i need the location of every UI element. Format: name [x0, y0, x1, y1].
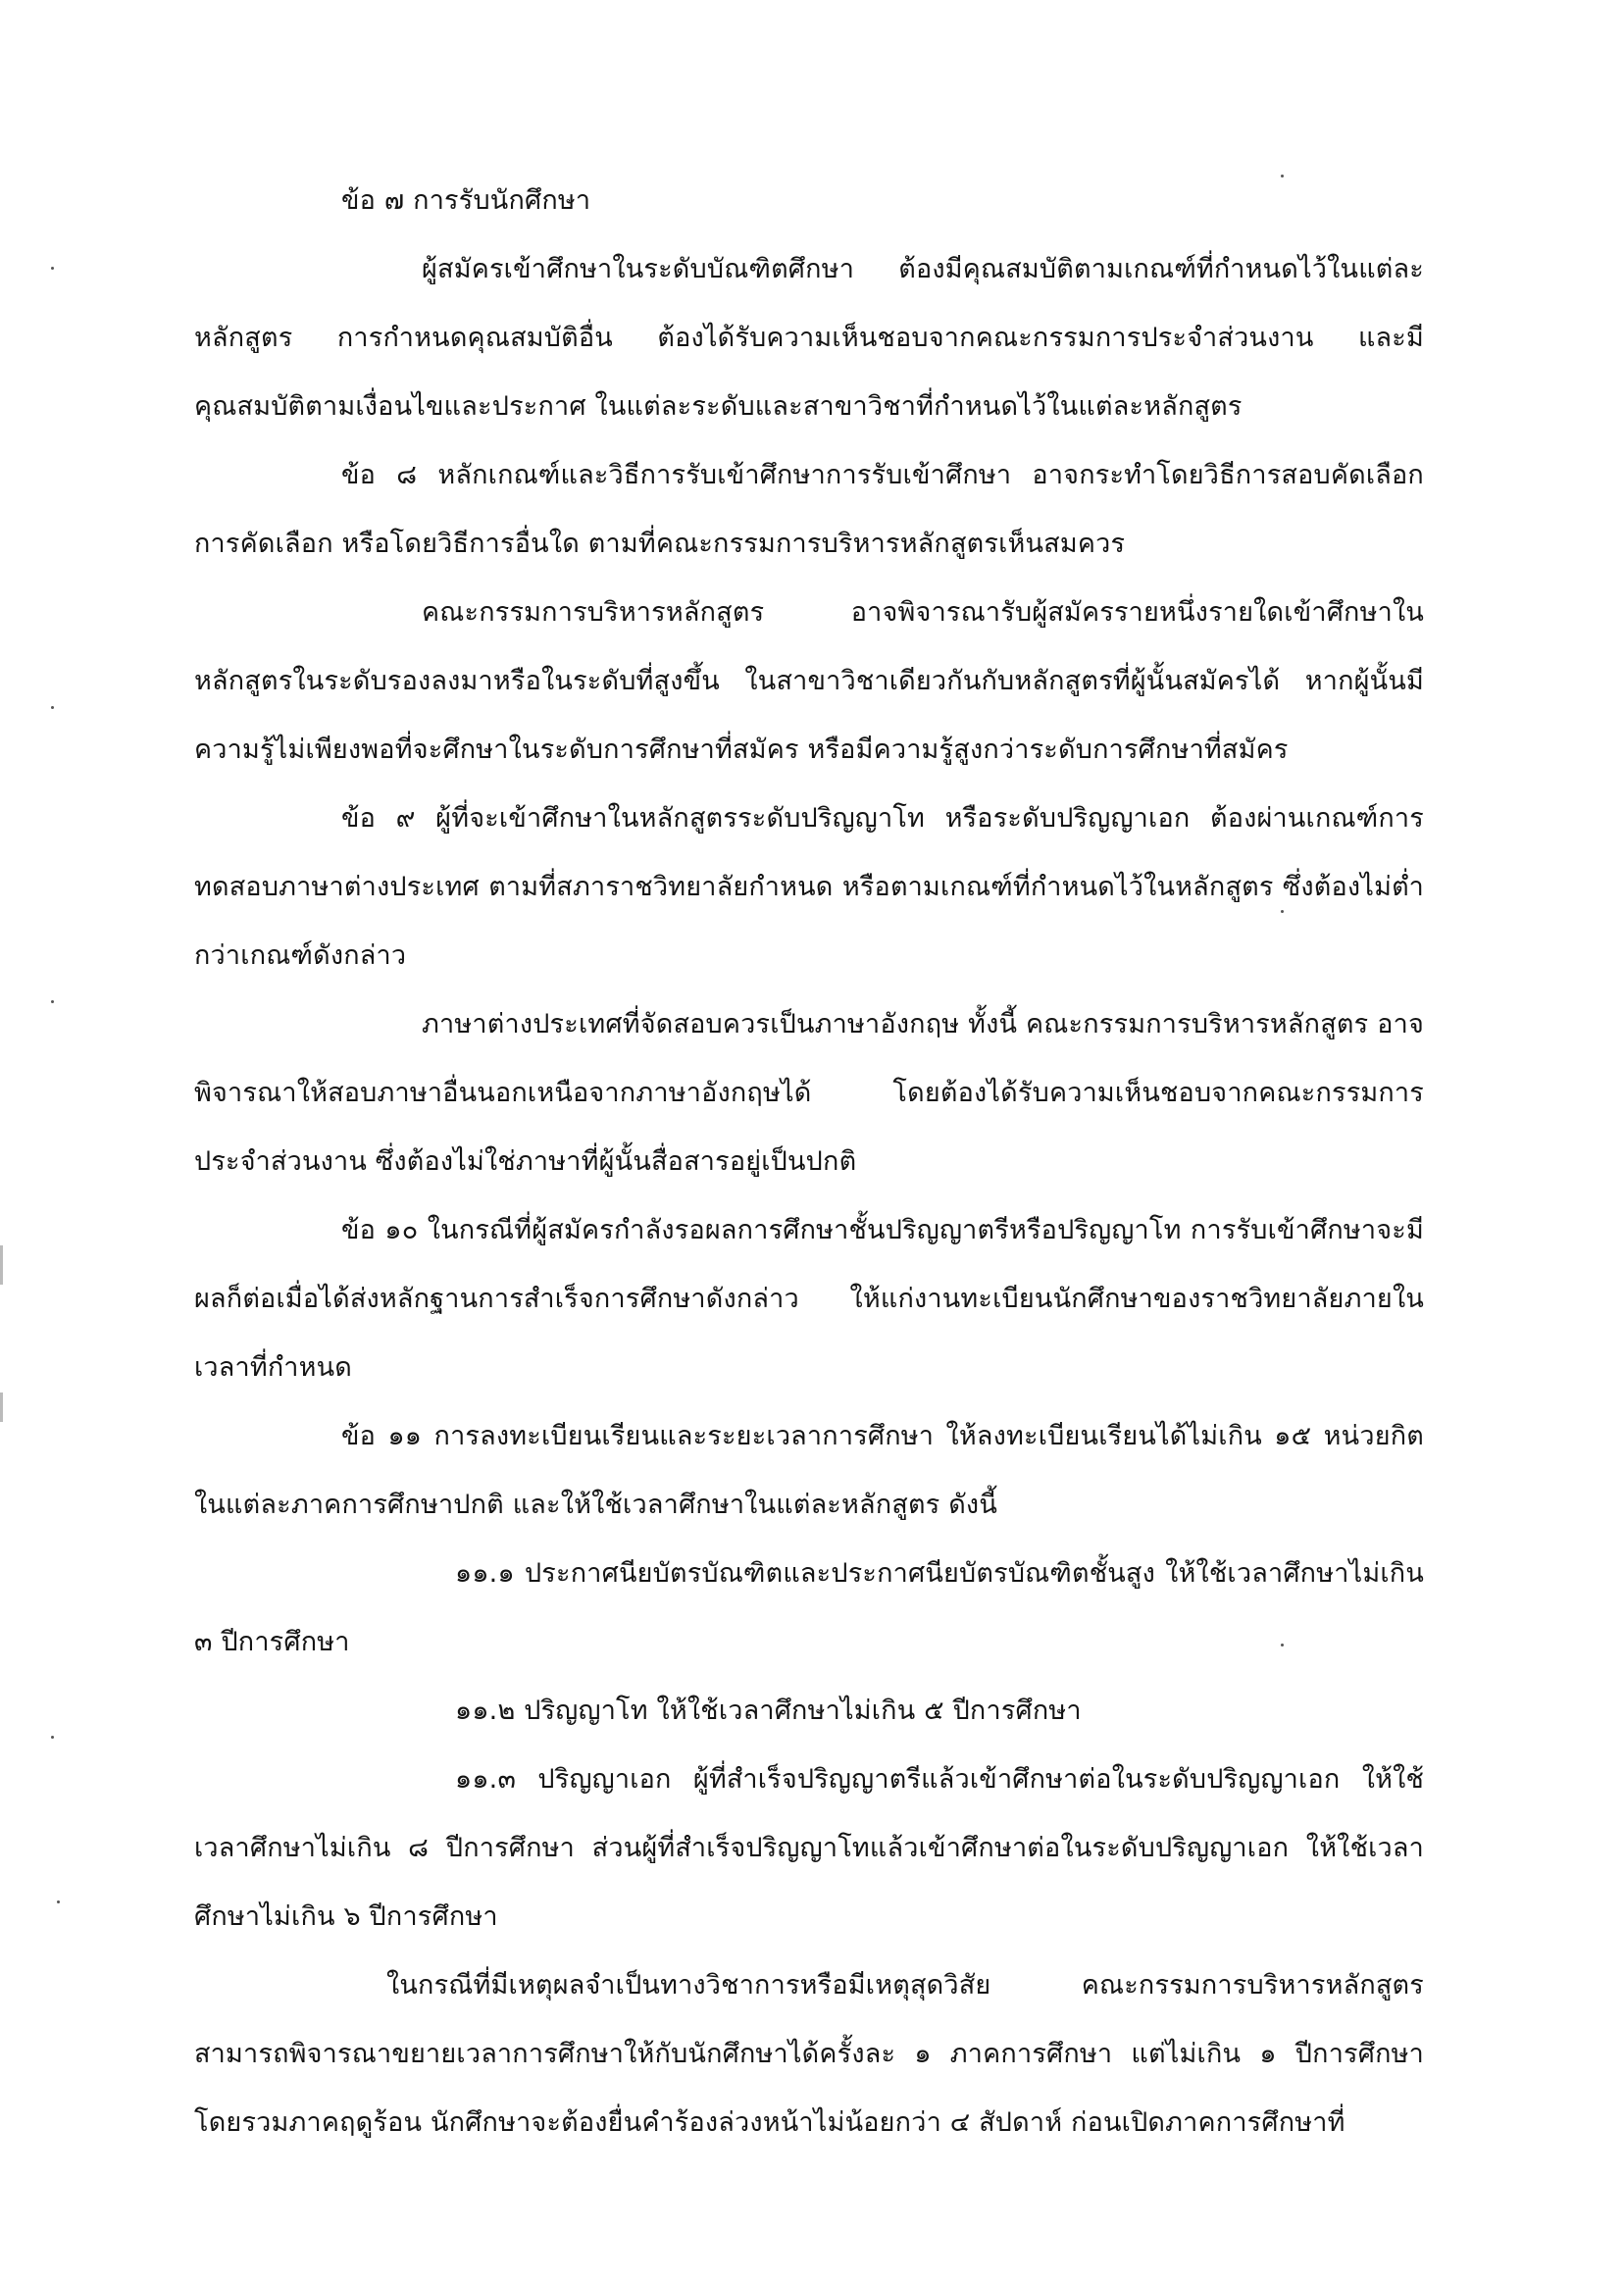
clause-7-heading: ข้อ ๗ การรับนักศึกษา	[341, 185, 591, 216]
scan-speck	[51, 706, 54, 709]
scan-speck	[51, 1736, 54, 1739]
scan-speck	[57, 1900, 60, 1903]
clause-10: ข้อ ๑๐ ในกรณีที่ผู้สมัครกำลังรอผลการศึกษาชั้นปริญญาตรีหรือปริญญาโท การรับเข้าศึกษาจะมีผลก็ต่อเมื่อได้ส่งหลักฐานการสำเร็จการศึกษาดังกล่าว ให้แก่งานทะเบียนนักศึกษาของราชวิทยาลัยภายในเวลาที่กำหนด	[194, 1215, 1424, 1383]
scan-edge-mark	[0, 1393, 3, 1422]
clause-11-1: ๑๑.๑ ประกาศนียบัตรบัณฑิตและประกาศนียบัตรบัณฑิตชั้นสูง ให้ใช้เวลาศึกษาไม่เกิน ๓ ปีการศึกษา	[194, 1558, 1424, 1657]
clause-11: ข้อ ๑๑ การลงทะเบียนเรียนและระยะเวลาการศึกษา ให้ลงทะเบียนเรียนได้ไม่เกิน ๑๕ หน่วยกิต ในแต่ละภาคการศึกษาปกติ และให้ใช้เวลาศึกษาในแต่ละหลักสูตร ดังนี้	[194, 1421, 1424, 1520]
document-body	[194, 167, 1424, 2157]
clause-9: ข้อ ๙ ผู้ที่จะเข้าศึกษาในหลักสูตรระดับปริญญาโท หรือระดับปริญญาเอก ต้องผ่านเกณฑ์การทดสอบภาษาต่างประเทศ ตามที่สภาราชวิทยาลัยกำหนด หรือตามเกณฑ์ที่กำหนดไว้ในหลักสูตร ซึ่งต้องไม่ต่ำกว่าเกณฑ์ดังกล่าว	[194, 803, 1424, 971]
clause-8-body: คณะกรรมการบริหารหลักสูตร อาจพิจารณารับผู้สมัครรายหนึ่งรายใดเข้าศึกษาในหลักสูตรในระดับรองลงมาหรือในระดับที่สูงขึ้น ในสาขาวิชาเดียวกันกับหลักสูตรที่ผู้นั้นสมัครได้ หากผู้นั้นมีความรู้ไม่เพียงพอที่จะศึกษาในระดับการศึกษาที่สมัคร หรือมีความรู้สูงกว่าระดับการศึกษาที่สมัคร	[194, 597, 1424, 765]
clause-9-body: ภาษาต่างประเทศที่จัดสอบควรเป็นภาษาอังกฤษ ทั้งนี้ คณะกรรมการบริหารหลักสูตร อาจพิจารณาให้สอบภาษาอื่นนอกเหนือจากภาษาอังกฤษได้ โดยต้องได้รับความเห็นชอบจากคณะกรรมการประจำส่วนงาน ซึ่งต้องไม่ใช่ภาษาที่ผู้นั้นสื่อสารอยู่เป็นปกติ	[194, 1009, 1424, 1177]
scan-edge-mark	[0, 1245, 3, 1285]
clause-8: ข้อ ๘ หลักเกณฑ์และวิธีการรับเข้าศึกษาการรับเข้าศึกษา อาจกระทำโดยวิธีการสอบคัดเลือก การคัดเลือก หรือโดยวิธีการอื่นใด ตามที่คณะกรรมการบริหารหลักสูตรเห็นสมควร	[194, 460, 1424, 559]
clause-7-body: ผู้สมัครเข้าศึกษาในระดับบัณฑิตศึกษา ต้องมีคุณสมบัติตามเกณฑ์ที่กำหนดไว้ในแต่ละหลักสูตร การกำหนดคุณสมบัติอื่น ต้องได้รับความเห็นชอบจากคณะกรรมการประจำส่วนงาน และมีคุณสมบัติตามเงื่อนไขและประกาศ ในแต่ละระดับและสาขาวิชาที่กำหนดไว้ในแต่ละหลักสูตร	[194, 254, 1424, 422]
clause-11-2: ๑๑.๒ ปริญญาโท ให้ใช้เวลาศึกษาไม่เกิน ๕ ปีการศึกษา	[455, 1696, 1082, 1726]
scan-speck	[51, 1000, 54, 1003]
clause-11-3: ๑๑.๓ ปริญญาเอก ผู้ที่สำเร็จปริญญาตรีแล้วเข้าศึกษาต่อในระดับปริญญาเอก ให้ใช้เวลาศึกษาไม่เกิน ๘ ปีการศึกษา ส่วนผู้ที่สำเร็จปริญญาโทแล้วเข้าศึกษาต่อในระดับปริญญาเอก ให้ใช้เวลาศึกษาไม่เกิน ๖ ปีการศึกษา	[194, 1764, 1424, 1932]
scan-speck	[51, 267, 54, 270]
clause-11-extension: ในกรณีที่มีเหตุผลจำเป็นทางวิชาการหรือมีเหตุสุดวิสัย คณะกรรมการบริหารหลักสูตร สามารถพิจารณาขยายเวลาการศึกษาให้กับนักศึกษาได้ครั้งละ ๑ ภาคการศึกษา แต่ไม่เกิน ๑ ปีการศึกษา โดยรวมภาคฤดูร้อน นักศึกษาจะต้องยื่นคำร้องล่วงหน้าไม่น้อยกว่า ๔ สัปดาห์ ก่อนเปิดภาคการศึกษาที่	[194, 1970, 1424, 2138]
